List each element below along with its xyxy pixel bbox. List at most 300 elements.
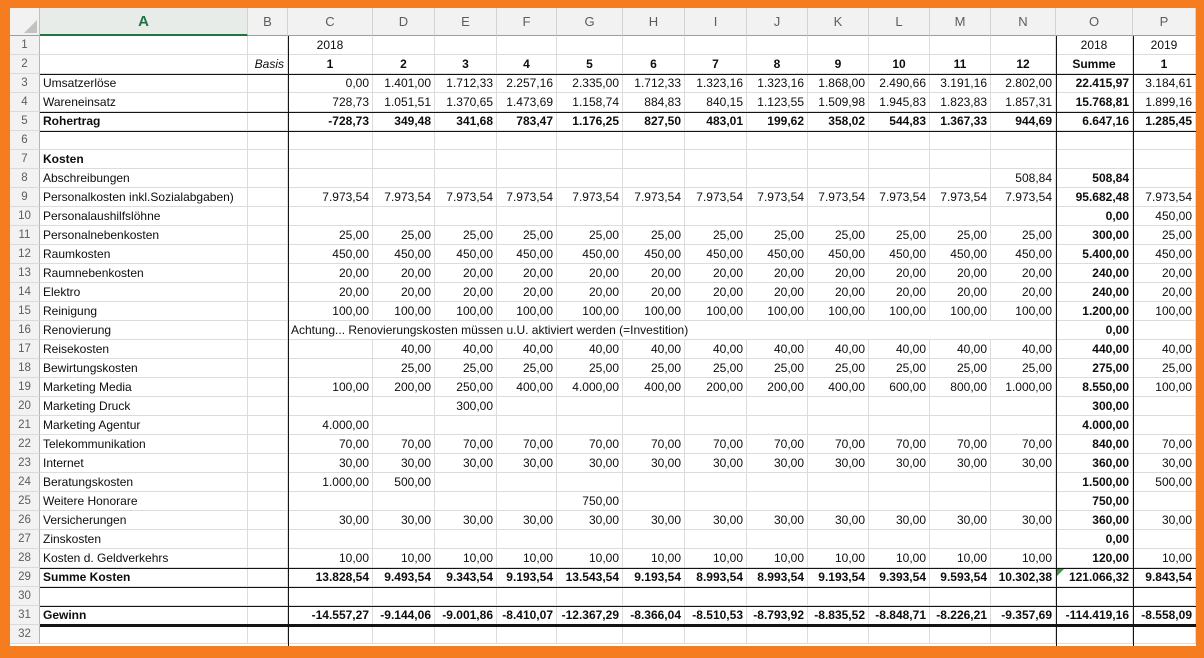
cell-M9[interactable]: 7.973,54 [930,188,991,207]
cell-P8[interactable] [1133,169,1196,188]
cell-J18[interactable]: 25,00 [747,359,808,378]
cell-A29[interactable]: Summe Kosten [40,568,248,587]
cell-J28[interactable]: 10,00 [747,549,808,568]
cell-B3[interactable] [248,74,288,93]
cell-E27[interactable] [435,530,497,549]
cell-H24[interactable] [623,473,685,492]
cell-C18[interactable] [288,359,373,378]
cell-I18[interactable]: 25,00 [685,359,747,378]
cell-L17[interactable]: 40,00 [869,340,930,359]
cell-A6[interactable] [40,131,248,150]
cell-H31[interactable]: -8.366,04 [623,606,685,625]
cell-I1[interactable] [685,36,747,55]
cell-F21[interactable] [497,416,557,435]
cell-B15[interactable] [248,302,288,321]
cell-D28[interactable]: 10,00 [373,549,435,568]
cell-O11[interactable]: 300,00 [1056,226,1133,245]
cell-F15[interactable]: 100,00 [497,302,557,321]
cell-D19[interactable]: 200,00 [373,378,435,397]
cell-C15[interactable]: 100,00 [288,302,373,321]
cell-J31[interactable]: -8.793,92 [747,606,808,625]
cell-F31[interactable]: -8.410,07 [497,606,557,625]
cell-A10[interactable]: Personalaushilfslöhne [40,207,248,226]
cell-C16[interactable]: Achtung... Renovierungskosten müssen u.U. aktiviert werden (=Investition) [288,321,1056,340]
cell-O31[interactable]: -114.419,16 [1056,606,1133,625]
cell-N28[interactable]: 10,00 [991,549,1056,568]
cell-B24[interactable] [248,473,288,492]
cell-K2[interactable]: 9 [808,55,869,74]
cell-E6[interactable] [435,131,497,150]
cell-M21[interactable] [930,416,991,435]
cell-J9[interactable]: 7.973,54 [747,188,808,207]
cell-E8[interactable] [435,169,497,188]
cell-A32[interactable] [40,625,248,644]
cell-P31[interactable]: -8.558,09 [1133,606,1196,625]
cell-I3[interactable]: 1.323,16 [685,74,747,93]
cell-G17[interactable]: 40,00 [557,340,623,359]
cell-B14[interactable] [248,283,288,302]
cell-F9[interactable]: 7.973,54 [497,188,557,207]
column-header-A[interactable]: A [40,8,248,36]
row-header-19[interactable]: 19 [10,378,40,397]
row-header-1[interactable]: 1 [10,36,40,55]
cell-C31[interactable]: -14.557,27 [288,606,373,625]
cell-O28[interactable]: 120,00 [1056,549,1133,568]
cell-B20[interactable] [248,397,288,416]
cell-F32[interactable] [497,625,557,644]
cell-O18[interactable]: 275,00 [1056,359,1133,378]
cell-L12[interactable]: 450,00 [869,245,930,264]
cell-B6[interactable] [248,131,288,150]
cell-B21[interactable] [248,416,288,435]
cell-O30[interactable] [1056,587,1133,606]
row-header-4[interactable]: 4 [10,93,40,112]
cell-N25[interactable] [991,492,1056,511]
cell-C12[interactable]: 450,00 [288,245,373,264]
row-header-27[interactable]: 27 [10,530,40,549]
row-header-26[interactable]: 26 [10,511,40,530]
cell-N15[interactable]: 100,00 [991,302,1056,321]
cell-O13[interactable]: 240,00 [1056,264,1133,283]
cell-B27[interactable] [248,530,288,549]
cell-O24[interactable]: 1.500,00 [1056,473,1133,492]
row-header-22[interactable]: 22 [10,435,40,454]
row-header-21[interactable]: 21 [10,416,40,435]
cell-B10[interactable] [248,207,288,226]
cell-N19[interactable]: 1.000,00 [991,378,1056,397]
cell-I24[interactable] [685,473,747,492]
cell-I25[interactable] [685,492,747,511]
cell-N18[interactable]: 25,00 [991,359,1056,378]
cell-E32[interactable] [435,625,497,644]
cell-G4[interactable]: 1.158,74 [557,93,623,112]
cell-H21[interactable] [623,416,685,435]
cell-J12[interactable]: 450,00 [747,245,808,264]
cell-O27[interactable]: 0,00 [1056,530,1133,549]
cell-E25[interactable] [435,492,497,511]
cell-C24[interactable]: 1.000,00 [288,473,373,492]
cell-C23[interactable]: 30,00 [288,454,373,473]
row-header-15[interactable]: 15 [10,302,40,321]
cell-D18[interactable]: 25,00 [373,359,435,378]
cell-D5[interactable]: 349,48 [373,112,435,131]
cell-G27[interactable] [557,530,623,549]
cell-M12[interactable]: 450,00 [930,245,991,264]
cell-P5[interactable]: 1.285,45 [1133,112,1196,131]
cell-P10[interactable]: 450,00 [1133,207,1196,226]
cell-B26[interactable] [248,511,288,530]
cell-N3[interactable]: 2.802,00 [991,74,1056,93]
cell-M7[interactable] [930,150,991,169]
cell-A31[interactable]: Gewinn [40,606,248,625]
cell-P9[interactable]: 7.973,54 [1133,188,1196,207]
column-header-M[interactable]: M [930,8,991,36]
row-header-5[interactable]: 5 [10,112,40,131]
cell-M4[interactable]: 1.823,83 [930,93,991,112]
cell-H22[interactable]: 70,00 [623,435,685,454]
cell-P23[interactable]: 30,00 [1133,454,1196,473]
cell-G9[interactable]: 7.973,54 [557,188,623,207]
cell-A24[interactable]: Beratungskosten [40,473,248,492]
cell-J19[interactable]: 200,00 [747,378,808,397]
cell-N17[interactable]: 40,00 [991,340,1056,359]
row-header-17[interactable]: 17 [10,340,40,359]
cell-A28[interactable]: Kosten d. Geldverkehrs [40,549,248,568]
cell-F1[interactable] [497,36,557,55]
cell-A9[interactable]: Personalkosten inkl.Sozialabgaben) [40,188,248,207]
cell-O23[interactable]: 360,00 [1056,454,1133,473]
cell-K13[interactable]: 20,00 [808,264,869,283]
cell-F18[interactable]: 25,00 [497,359,557,378]
column-header-F[interactable]: F [497,8,557,36]
cell-P30[interactable] [1133,587,1196,606]
cell-F26[interactable]: 30,00 [497,511,557,530]
cell-N4[interactable]: 1.857,31 [991,93,1056,112]
cell-I6[interactable] [685,131,747,150]
cell-K9[interactable]: 7.973,54 [808,188,869,207]
cell-P19[interactable]: 100,00 [1133,378,1196,397]
row-header-9[interactable]: 9 [10,188,40,207]
cell-C27[interactable] [288,530,373,549]
cell-H7[interactable] [623,150,685,169]
cell-K14[interactable]: 20,00 [808,283,869,302]
cell-C30[interactable] [288,587,373,606]
cell-I20[interactable] [685,397,747,416]
cell-N13[interactable]: 20,00 [991,264,1056,283]
cell-A22[interactable]: Telekommunikation [40,435,248,454]
cell-D31[interactable]: -9.144,06 [373,606,435,625]
cell-L32[interactable] [869,625,930,644]
cell-K3[interactable]: 1.868,00 [808,74,869,93]
cell-A4[interactable]: Wareneinsatz [40,93,248,112]
cell-L1[interactable] [869,36,930,55]
cell-A13[interactable]: Raumnebenkosten [40,264,248,283]
cell-B23[interactable] [248,454,288,473]
cell-E24[interactable] [435,473,497,492]
cell-J29[interactable]: 8.993,54 [747,568,808,587]
cell-M22[interactable]: 70,00 [930,435,991,454]
cell-H29[interactable]: 9.193,54 [623,568,685,587]
cell-C25[interactable] [288,492,373,511]
cell-J23[interactable]: 30,00 [747,454,808,473]
cell-M6[interactable] [930,131,991,150]
cell-A19[interactable]: Marketing Media [40,378,248,397]
cell-E15[interactable]: 100,00 [435,302,497,321]
cell-A25[interactable]: Weitere Honorare [40,492,248,511]
cell-I26[interactable]: 30,00 [685,511,747,530]
cell-L13[interactable]: 20,00 [869,264,930,283]
cell-C28[interactable]: 10,00 [288,549,373,568]
cell-F13[interactable]: 20,00 [497,264,557,283]
column-header-L[interactable]: L [869,8,930,36]
cell-N32[interactable] [991,625,1056,644]
cell-M19[interactable]: 800,00 [930,378,991,397]
cell-D7[interactable] [373,150,435,169]
cell-H5[interactable]: 827,50 [623,112,685,131]
cell-B12[interactable] [248,245,288,264]
cell-J7[interactable] [747,150,808,169]
column-header-C[interactable]: C [288,8,373,36]
cell-D13[interactable]: 20,00 [373,264,435,283]
cell-J15[interactable]: 100,00 [747,302,808,321]
cell-H10[interactable] [623,207,685,226]
cell-I13[interactable]: 20,00 [685,264,747,283]
cell-L27[interactable] [869,530,930,549]
cell-O8[interactable]: 508,84 [1056,169,1133,188]
cell-P24[interactable]: 500,00 [1133,473,1196,492]
cell-A15[interactable]: Reinigung [40,302,248,321]
cell-M25[interactable] [930,492,991,511]
cell-D2[interactable]: 2 [373,55,435,74]
cell-G6[interactable] [557,131,623,150]
cell-B8[interactable] [248,169,288,188]
cell-G30[interactable] [557,587,623,606]
cell-M17[interactable]: 40,00 [930,340,991,359]
cell-M14[interactable]: 20,00 [930,283,991,302]
cell-E14[interactable]: 20,00 [435,283,497,302]
cell-I9[interactable]: 7.973,54 [685,188,747,207]
cell-H18[interactable]: 25,00 [623,359,685,378]
cell-F3[interactable]: 2.257,16 [497,74,557,93]
cell-P32[interactable] [1133,625,1196,644]
cell-K23[interactable]: 30,00 [808,454,869,473]
cell-D9[interactable]: 7.973,54 [373,188,435,207]
cell-I7[interactable] [685,150,747,169]
cell-F6[interactable] [497,131,557,150]
cell-O14[interactable]: 240,00 [1056,283,1133,302]
cell-D8[interactable] [373,169,435,188]
row-header-31[interactable]: 31 [10,606,40,625]
cell-G29[interactable]: 13.543,54 [557,568,623,587]
row-header-23[interactable]: 23 [10,454,40,473]
cell-L8[interactable] [869,169,930,188]
cell-G15[interactable]: 100,00 [557,302,623,321]
cell-D26[interactable]: 30,00 [373,511,435,530]
cell-L18[interactable]: 25,00 [869,359,930,378]
cell-J11[interactable]: 25,00 [747,226,808,245]
cell-K27[interactable] [808,530,869,549]
cell-L28[interactable]: 10,00 [869,549,930,568]
cell-A17[interactable]: Reisekosten [40,340,248,359]
cell-J17[interactable]: 40,00 [747,340,808,359]
cell-F14[interactable]: 20,00 [497,283,557,302]
cell-E31[interactable]: -9.001,86 [435,606,497,625]
cell-K21[interactable] [808,416,869,435]
cell-C8[interactable] [288,169,373,188]
cell-E9[interactable]: 7.973,54 [435,188,497,207]
cell-F7[interactable] [497,150,557,169]
cell-L2[interactable]: 10 [869,55,930,74]
row-header-24[interactable]: 24 [10,473,40,492]
cell-K28[interactable]: 10,00 [808,549,869,568]
cell-C1[interactable]: 2018 [288,36,373,55]
cell-J21[interactable] [747,416,808,435]
cell-C6[interactable] [288,131,373,150]
row-header-13[interactable]: 13 [10,264,40,283]
cell-H3[interactable]: 1.712,33 [623,74,685,93]
cell-M26[interactable]: 30,00 [930,511,991,530]
cell-B7[interactable] [248,150,288,169]
cell-B5[interactable] [248,112,288,131]
cell-A12[interactable]: Raumkosten [40,245,248,264]
cell-M18[interactable]: 25,00 [930,359,991,378]
cell-J5[interactable]: 199,62 [747,112,808,131]
cell-B30[interactable] [248,587,288,606]
cell-H8[interactable] [623,169,685,188]
cell-G11[interactable]: 25,00 [557,226,623,245]
cell-G5[interactable]: 1.176,25 [557,112,623,131]
cell-P20[interactable] [1133,397,1196,416]
cell-M11[interactable]: 25,00 [930,226,991,245]
cell-O16[interactable]: 0,00 [1056,321,1133,340]
cell-J26[interactable]: 30,00 [747,511,808,530]
cell-F4[interactable]: 1.473,69 [497,93,557,112]
select-all-corner[interactable] [10,8,40,36]
cell-J25[interactable] [747,492,808,511]
cell-G8[interactable] [557,169,623,188]
cell-N11[interactable]: 25,00 [991,226,1056,245]
cell-H26[interactable]: 30,00 [623,511,685,530]
row-header-16[interactable]: 16 [10,321,40,340]
cell-C7[interactable] [288,150,373,169]
cell-B31[interactable] [248,606,288,625]
row-header-29[interactable]: 29 [10,568,40,587]
cell-F29[interactable]: 9.193,54 [497,568,557,587]
cell-C19[interactable]: 100,00 [288,378,373,397]
cell-F17[interactable]: 40,00 [497,340,557,359]
cell-D6[interactable] [373,131,435,150]
cell-B29[interactable] [248,568,288,587]
cell-L6[interactable] [869,131,930,150]
cell-I15[interactable]: 100,00 [685,302,747,321]
cell-A20[interactable]: Marketing Druck [40,397,248,416]
cell-K17[interactable]: 40,00 [808,340,869,359]
cell-P3[interactable]: 3.184,61 [1133,74,1196,93]
cell-H17[interactable]: 40,00 [623,340,685,359]
cell-A3[interactable]: Umsatzerlöse [40,74,248,93]
cell-M30[interactable] [930,587,991,606]
cell-M1[interactable] [930,36,991,55]
cell-M2[interactable]: 11 [930,55,991,74]
cell-I28[interactable]: 10,00 [685,549,747,568]
cell-C9[interactable]: 7.973,54 [288,188,373,207]
cell-C11[interactable]: 25,00 [288,226,373,245]
cell-A1[interactable] [40,36,248,55]
cell-K6[interactable] [808,131,869,150]
cell-H23[interactable]: 30,00 [623,454,685,473]
cell-P14[interactable]: 20,00 [1133,283,1196,302]
cell-C4[interactable]: 728,73 [288,93,373,112]
cell-K22[interactable]: 70,00 [808,435,869,454]
cell-J6[interactable] [747,131,808,150]
cell-K1[interactable] [808,36,869,55]
cell-M20[interactable] [930,397,991,416]
cell-J32[interactable] [747,625,808,644]
cell-G26[interactable]: 30,00 [557,511,623,530]
cell-K30[interactable] [808,587,869,606]
cell-F28[interactable]: 10,00 [497,549,557,568]
cell-F27[interactable] [497,530,557,549]
cell-O22[interactable]: 840,00 [1056,435,1133,454]
cell-K11[interactable]: 25,00 [808,226,869,245]
cell-H25[interactable] [623,492,685,511]
cell-P11[interactable]: 25,00 [1133,226,1196,245]
cell-H28[interactable]: 10,00 [623,549,685,568]
cell-J24[interactable] [747,473,808,492]
cell-D14[interactable]: 20,00 [373,283,435,302]
cell-N27[interactable] [991,530,1056,549]
cell-N12[interactable]: 450,00 [991,245,1056,264]
column-header-P[interactable]: P [1133,8,1196,36]
cell-O2[interactable]: Summe [1056,55,1133,74]
cell-I19[interactable]: 200,00 [685,378,747,397]
cell-A5[interactable]: Rohertrag [40,112,248,131]
cell-N26[interactable]: 30,00 [991,511,1056,530]
cell-L3[interactable]: 2.490,66 [869,74,930,93]
cell-G31[interactable]: -12.367,29 [557,606,623,625]
cell-K8[interactable] [808,169,869,188]
cell-G3[interactable]: 2.335,00 [557,74,623,93]
cell-I30[interactable] [685,587,747,606]
cell-N6[interactable] [991,131,1056,150]
cell-M28[interactable]: 10,00 [930,549,991,568]
cell-K4[interactable]: 1.509,98 [808,93,869,112]
cell-J8[interactable] [747,169,808,188]
cell-M3[interactable]: 3.191,16 [930,74,991,93]
row-header-25[interactable]: 25 [10,492,40,511]
cell-F5[interactable]: 783,47 [497,112,557,131]
cell-P1[interactable]: 2019 [1133,36,1196,55]
cell-M24[interactable] [930,473,991,492]
cell-P7[interactable] [1133,150,1196,169]
cell-D29[interactable]: 9.493,54 [373,568,435,587]
cell-L24[interactable] [869,473,930,492]
cell-J13[interactable]: 20,00 [747,264,808,283]
cell-O21[interactable]: 4.000,00 [1056,416,1133,435]
cell-O9[interactable]: 95.682,48 [1056,188,1133,207]
cell-G24[interactable] [557,473,623,492]
cell-D11[interactable]: 25,00 [373,226,435,245]
cell-P13[interactable]: 20,00 [1133,264,1196,283]
cell-B18[interactable] [248,359,288,378]
cell-B16[interactable] [248,321,288,340]
cell-M5[interactable]: 1.367,33 [930,112,991,131]
cell-P16[interactable] [1133,321,1196,340]
cell-D10[interactable] [373,207,435,226]
cell-L9[interactable]: 7.973,54 [869,188,930,207]
cell-N9[interactable]: 7.973,54 [991,188,1056,207]
cell-O29[interactable]: 121.066,32 [1056,568,1133,587]
